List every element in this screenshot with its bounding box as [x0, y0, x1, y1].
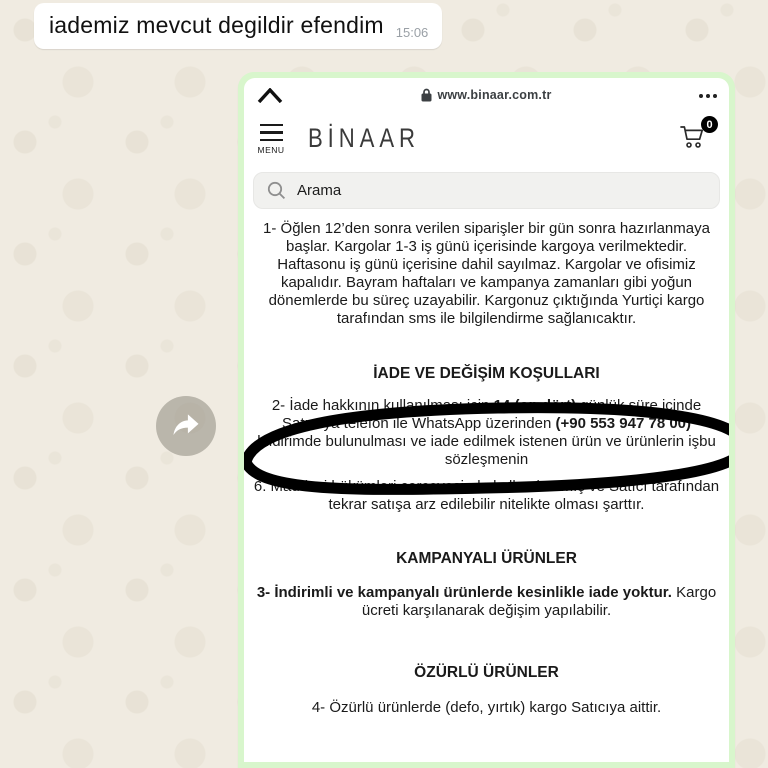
site-logo[interactable]: BİNAAR: [308, 122, 420, 153]
return-days-bold: 14 (on dört): [493, 397, 577, 414]
lock-icon: [421, 88, 432, 102]
search-input[interactable]: [253, 172, 720, 209]
message-timestamp: 15:06: [395, 25, 429, 40]
website-screenshot: [244, 78, 729, 762]
url-bar[interactable]: [286, 88, 687, 102]
whatsapp-phone-bold: (+90 553 947 78 00): [555, 415, 692, 432]
menu-label: MENU: [257, 144, 285, 155]
return-clause-2-continuation: 6. Maddesi hükümleri çerçevesinde kullanılmamış ve Satıcı tarafından tekrar satışa arz edilebilir nitelikte olması şarttır.: [253, 478, 720, 513]
hamburger-icon: [260, 124, 283, 126]
menu-button[interactable]: [258, 121, 284, 155]
url-text: www.binaar.com.tr: [437, 88, 552, 102]
site-header: [244, 104, 729, 160]
campaign-products-heading: KAMPANYALI ÜRÜNLER: [396, 550, 577, 567]
message-text: iademiz mevcut degildir efendim: [49, 12, 384, 38]
no-return-bold: 3- İndirimli ve kampanyalı ürünlerde kesinlikle iade yoktur.: [256, 584, 672, 601]
defective-products-heading: ÖZÜRLÜ ÜRÜNLER: [414, 664, 559, 681]
browser-menu-icon[interactable]: [687, 92, 717, 98]
shipping-paragraph: 1- Öğlen 12’den sonra verilen siparişler bir gün sonra hazırlanmaya başlar. Kargolar 1-3 iş günü içerisinde kargoya verilmektedir. Haftasonu iş günü içerisine dahil sayılmaz. Kargolar ve ofisimiz kapalıdır. Bayram haftaları ve kampanya zamanları gibi yoğun dönemlerde bu süreç uzayabilir. Kargonuz çıktığında Yurtiçi kargo tarafından sms ile bilgilendirme sağlanıcaktır.: [263, 220, 710, 327]
incoming-message-bubble[interactable]: [34, 3, 442, 49]
cart-button[interactable]: [679, 118, 713, 153]
browser-bar: [244, 78, 729, 104]
cart-badge: 0: [701, 116, 718, 133]
forward-arrow-icon: [171, 413, 201, 439]
defect-clause-4: 4- Özürlü ürünlerde (defo, yırtık) kargo Satıcıya aittir.: [311, 699, 662, 716]
campaign-clause-3: 3- İndirimli ve kampanyalı ürünlerde kesinlikle iade yoktur. Kargo ücreti karşılanarak değişim yapılabilir.: [256, 584, 717, 619]
return-clause-2: 2- İade hakkının kullanılması için 14 (on dört) günlük süre içinde Satıcı’ya telefon ile WhatsApp üzerinden (+90 553 947 78 00) bildirimde bulunulması ve iade edilmek istenen ürün ve ürünlerin işbu sözleşmenin: [257, 397, 716, 468]
return-conditions-heading: İADE VE DEĞİŞİM KOŞULLARI: [373, 365, 600, 382]
forward-button[interactable]: [156, 396, 216, 456]
chevron-up-icon[interactable]: [256, 88, 286, 103]
policy-content: [244, 220, 729, 717]
shared-screenshot-message[interactable]: [238, 72, 735, 768]
search-icon: [267, 181, 286, 200]
search-placeholder: Arama: [297, 182, 342, 199]
